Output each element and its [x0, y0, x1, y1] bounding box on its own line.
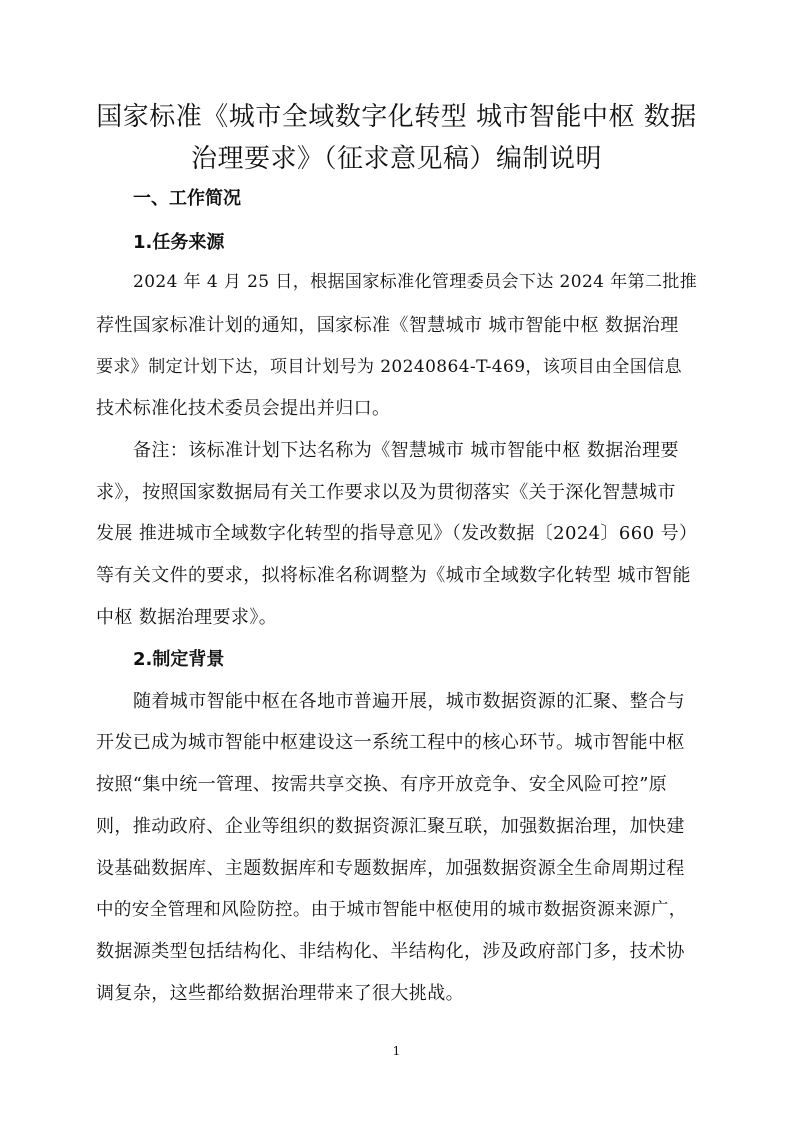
paragraph-line: 中枢 数据治理要求》。 — [96, 607, 278, 628]
paragraph-line: 开发已成为城市智能中枢建设这一系统工程中的核心环节。城市智能中枢 — [96, 732, 685, 753]
paragraph-line: 要求》制定计划下达，项目计划号为 20240864-T-469，该项目由全国信息 — [96, 357, 683, 377]
paragraph-line: 技术标准化技术委员会提出并归口。 — [96, 398, 391, 419]
doc-title-line-1: 国家标准《城市全域数字化转型 城市智能中枢 数据 — [96, 102, 697, 132]
paragraph-line: 荐性国家标准计划的通知，国家标准《智慧城市 城市智能中枢 数据治理 — [96, 315, 679, 336]
paragraph-line: 发展 推进城市全域数字化转型的指导意见》（发改数据〔2024〕660 号） — [96, 523, 698, 544]
paragraph-line: 数据源类型包括结构化、非结构化、半结构化，涉及政府部门多，技术协 — [96, 941, 685, 962]
paragraph-line: 随着城市智能中枢在各地市普遍开展，城市数据资源的汇聚、整合与 — [133, 691, 685, 712]
paragraph-line: 按照“集中统一管理、按需共享交换、有序开放竞争、安全风险可控”原 — [96, 774, 668, 795]
paragraph-line: 2024 年 4 月 25 日，根据国家标准化管理委员会下达 2024 年第二批推 — [133, 272, 698, 292]
paragraph-line: 则，推动政府、企业等组织的数据资源汇聚互联，加强数据治理，加快建 — [96, 816, 685, 837]
paragraph-line: 调复杂，这些都给数据治理带来了很大挑战。 — [96, 983, 464, 1004]
doc-title-line-2: 治理要求》（征求意见稿）编制说明 — [190, 144, 602, 174]
section-heading-work-overview: 一、工作简况 — [133, 188, 241, 209]
subsection-heading-task-source: 1.任务来源 — [133, 232, 225, 253]
paragraph-line: 设基础数据库、主题数据库和专题数据库，加强数据资源全生命周期过程 — [96, 858, 685, 879]
paragraph-line: 等有关文件的要求，拟将标准名称调整为《城市全域数字化转型 城市智能 — [96, 565, 691, 586]
paragraph-line: 求》，按照国家数据局有关工作要求以及为贯彻落实《关于深化智慧城市 — [96, 482, 676, 503]
paragraph-line: 中的安全管理和风险防控。由于城市智能中枢使用的城市数据资源来源广， — [96, 900, 687, 920]
subsection-heading-background: 2.制定背景 — [133, 649, 225, 670]
paragraph-line: 备注：该标准计划下达名称为《智慧城市 城市智能中枢 数据治理要 — [133, 440, 679, 461]
page-number: 1 — [392, 1044, 401, 1058]
